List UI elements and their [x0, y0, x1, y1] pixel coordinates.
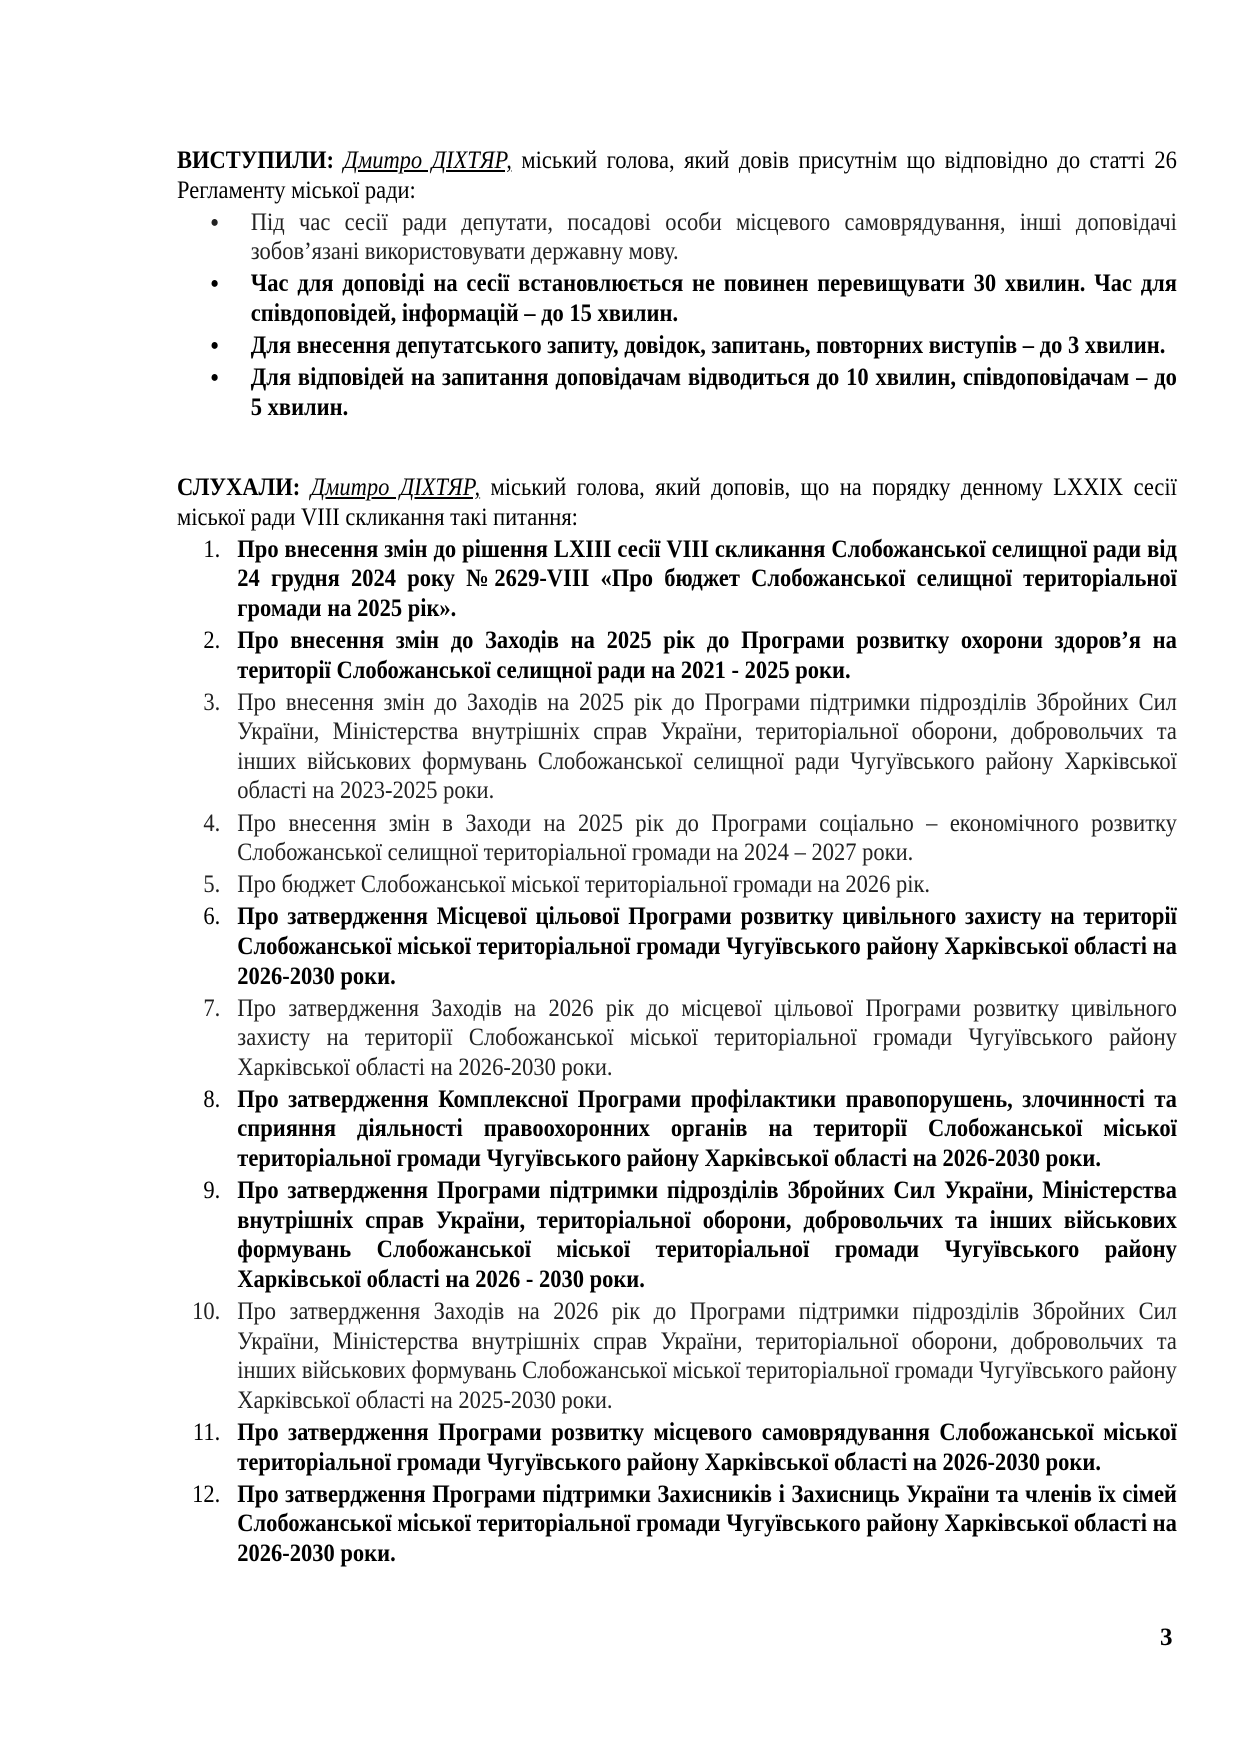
agenda-item-text: Про внесення змін в Заходи на 2025 рік до Програми соціально – економічного розвитку Слобожанської селищної територіальної громади на 2024 – 2027 роки.	[237, 809, 1177, 867]
agenda-item-number: 12.	[192, 1480, 221, 1508]
bullet-icon: ●	[210, 337, 220, 355]
agenda-item-number: 6.	[203, 903, 221, 931]
agenda-item-text: Про затвердження Заходів на 2026 рік до місцевої цільової Програми розвитку цивільного захисту на території Слобожанської міської територіальної громади Чугуївського району Харківської області на 2026-2030 роки.	[237, 994, 1177, 1081]
agenda-item-text: Про внесення змін до Заходів на 2025 рік до Програми підтримки підрозділів Збройних Сил України, Міністерства внутрішніх справ України, територіальної оборони, добровольчих та інших військових формувань Слобожанської селищної ради Чугуївського району Харківської області на 2023-2025 роки.	[237, 688, 1177, 805]
agenda-item-text: Про внесення змін до Заходів на 2025 рік до Програми розвитку охорони здоров’я на території Слобожанської селищної ради на 2021 - 2025 роки.	[237, 626, 1177, 684]
rule-item	[177, 363, 1177, 422]
agenda-item	[177, 1480, 1177, 1569]
agenda-item-text: Про затвердження Комплексної Програми профілактики правопорушень, злочинності та сприяння діяльності правоохоронних органів на території Слобожанської міської територіальної громади Чугуївського району Харківської області на 2026-2030 роки.	[237, 1085, 1177, 1173]
heard-label: СЛУХАЛИ:	[177, 474, 301, 501]
agenda-item-number: 7.	[203, 994, 221, 1022]
agenda-item	[177, 626, 1177, 685]
reporter-name: Дмитро ДІХТЯР,	[310, 474, 481, 501]
heard-section	[177, 473, 1177, 1568]
agenda-item	[177, 994, 1177, 1083]
agenda-item	[177, 688, 1177, 806]
agenda-item	[177, 870, 1177, 900]
agenda-item-number: 10.	[192, 1298, 221, 1326]
speakers-section	[177, 146, 1177, 422]
bullet-icon: ●	[210, 275, 220, 293]
agenda-item-number: 4.	[203, 809, 221, 837]
agenda-item	[177, 809, 1177, 868]
speaker-name: Дмитро ДІХТЯР,	[343, 147, 512, 174]
agenda-item-number: 1.	[203, 535, 221, 563]
agenda-item-number: 3.	[203, 688, 221, 716]
agenda-item-number: 2.	[203, 626, 221, 654]
speakers-intro-text: міський голова, який довів присутнім що відповідно до статті 26 Регламенту міської ради:	[177, 147, 1177, 204]
rule-text: Для внесення депутатського запиту, довідок, запитань, повторних виступів – до 3 хвилин.	[250, 332, 1166, 360]
agenda-item-number: 8.	[203, 1085, 221, 1113]
rule-text: Під час сесії ради депутати, посадові особи місцевого самоврядування, інші доповідачі зобов’язані використовувати державну мову.	[250, 208, 1177, 266]
agenda-list	[177, 535, 1177, 1569]
rule-item	[177, 208, 1177, 267]
bullet-icon: ●	[210, 213, 220, 231]
agenda-item	[177, 1085, 1177, 1174]
agenda-item	[177, 1418, 1177, 1477]
agenda-item	[177, 1176, 1177, 1294]
heard-intro-text: міський голова, який доповів, що на порядку денному LXXIX сесії міської ради VIII скликання такі питання:	[177, 474, 1177, 531]
rules-list	[177, 208, 1177, 423]
speakers-label: ВИСТУПИЛИ:	[177, 147, 335, 174]
speakers-intro	[177, 146, 1177, 205]
rule-text: Час для доповіді на сесії встановлюється не повинен перевищувати 30 хвилин. Час для співдоповідей, інформацій – до 15 хвилин.	[250, 270, 1177, 327]
heard-intro	[177, 473, 1177, 532]
page-number: 3	[1160, 1624, 1173, 1651]
bullet-icon: ●	[210, 369, 220, 387]
agenda-item	[177, 902, 1177, 991]
agenda-item-text: Про затвердження Програми підтримки Захисників і Захисниць України та членів їх сімей Слобожанської міської територіальної громади Чугуївського району Харківської області на 2026-2030 роки.	[237, 1480, 1177, 1567]
agenda-item-number: 11.	[192, 1418, 221, 1446]
agenda-item-number: 5.	[203, 871, 221, 899]
rule-text: Для відповідей на запитання доповідачам відводиться до 10 хвилин, співдоповідачам – до 5 хвилин.	[250, 364, 1177, 421]
agenda-item-text: Про затвердження Заходів на 2026 рік до Програми підтримки підрозділів Збройних Сил України, Міністерства внутрішніх справ України, територіальної оборони, добровольчих та інших військових формувань Слобожанської міської територіальної громади Чугуївського району Харківської області на 2025-2030 роки.	[237, 1298, 1177, 1414]
rule-item	[177, 269, 1177, 328]
agenda-item-text: Про внесення змін до рішення LXIII сесії VIII скликання Слобожанської селищної ради від 24 грудня 2024 року №2629-VIII «Про бюджет Слобожанської селищної територіальної громади на 2025 рік».	[237, 535, 1177, 622]
agenda-item	[177, 1297, 1177, 1415]
agenda-item-text: Про затвердження Місцевої цільової Програми розвитку цивільного захисту на території Слобожанської міської територіальної громади Чугуївського району Харківської області на 2026-2030 роки.	[237, 903, 1177, 990]
agenda-item-number: 9.	[203, 1177, 221, 1205]
agenda-item-text: Про бюджет Слобожанської міської територіальної громади на 2026 рік.	[237, 871, 931, 899]
rule-item	[177, 331, 1177, 361]
agenda-item	[177, 535, 1177, 624]
agenda-item-text: Про затвердження Програми підтримки підрозділів Збройних Сил України, Міністерства внутрішніх справ України, територіальної оборони, добровольчих та інших військових формувань Слобожанської міської територіальної громади Чугуївського району Харківської області на 2026 - 2030 роки.	[237, 1177, 1177, 1293]
agenda-item-text: Про затвердження Програми розвитку місцевого самоврядування Слобожанської міської територіальної громади Чугуївського району Харківської області на 2026-2030 роки.	[237, 1418, 1177, 1476]
